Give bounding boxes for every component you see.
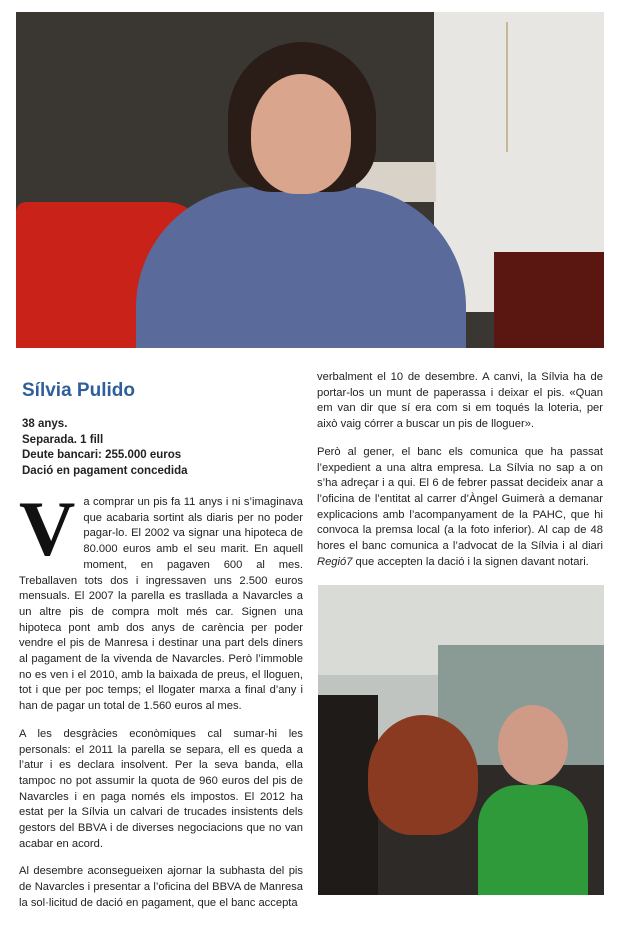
paragraph-1-text: a comprar un pis fa 11 anys i ni s’imaginava que acabaria sortint als diaris per no poder pagar-lo. El 2002 va signar una hipoteca de 80.000 euros amb el seu marit. En aquell moment, en pagaven 600 al mes. Treballaven tots dos i ingressaven uns 2.500 euros mensuals. El 2007 la parella es trasllada a Navarcles a un altre pis de compra molt més car. Signen una hipoteca pont amb dos anys de carència per poder vendre el pis de Manresa i destinar una part dels diners al pagament de la vivenda de Navarcles. Però l’immoble no es ven i el 2010, amb la baixada de preus, el lloguen, tot i que per poc temps; el llogater marxa a final d’any i han de pagar un total de 1.560 euros al mes. bbox=[19, 496, 303, 713]
profile-debt: Deute bancari: 255.000 euros bbox=[22, 449, 182, 461]
photo-cord bbox=[506, 22, 508, 152]
paragraph-1 bbox=[19, 485, 303, 715]
newspaper-name: Regió7 bbox=[317, 555, 353, 568]
profile-age: 38 anys. bbox=[22, 418, 68, 430]
article-column-2 bbox=[317, 370, 603, 582]
photo-face bbox=[251, 74, 351, 194]
profile-status: Separada. 1 fill bbox=[22, 433, 104, 446]
paragraph-5 bbox=[317, 445, 603, 571]
paragraph-5-text-a: Però al gener, el banc els comunica que ha passat l’expedient a una altra empresa. La Sílvia no sap a on s’ha adreçar i a qui. El 6 de febrer passat decideix anar a l’oficina de l’entitat al carrer d’Àngel Guimerà a demanar explicacions amb l’acompanyament de la PAHC, que hi convoca la premsa local (a la foto inferior). Al cap de 48 hores el banc comunica a l’advocat de la Sílvia i al diari bbox=[317, 445, 603, 553]
photo-sweater bbox=[136, 187, 466, 348]
photo-green-shirt bbox=[478, 785, 588, 895]
paragraph-2: A les desgràcies econòmiques cal sumar-hi les personals: el 2011 la parella se separa, ell es queda a l’atur i es declara insolvent. Per la seva banda, ella tampoc no pot assumir la quota de 960 euros del pis de Navarcles i en paga només els impostos. El 2012 ha estat per la Sílvia un calvari de trucades insistents dels gestors del BBVA i de diverses negociacions que no van acabar en acord. bbox=[19, 727, 303, 850]
paragraph-4: verbalment el 10 de desembre. A canvi, la Sílvia ha de portar-los un munt de paperassa i deixar el pis. «Quan em van dir que sí era com si em toqués la loteria, per això vaig córrer a buscar un pis de lloguer». bbox=[317, 371, 603, 431]
photo-red-hair bbox=[368, 715, 478, 835]
photo-table bbox=[494, 252, 604, 348]
paragraph-3: Al desembre aconsegueixen ajornar la subhasta del pis de Navarcles i presentar a l’oficina del BBVA de Manresa la sol·licitud de dació en pagament, que el banc accepta bbox=[19, 865, 303, 909]
photo-woman-head bbox=[498, 705, 568, 785]
drop-cap: V bbox=[19, 485, 76, 572]
paragraph-5-text-b: que accepten la dació i la signen davant notari. bbox=[352, 555, 589, 568]
portrait-photo bbox=[16, 12, 604, 348]
protest-photo bbox=[318, 585, 604, 895]
article-column-1 bbox=[19, 485, 303, 924]
profile-name: Sílvia Pulido bbox=[22, 380, 135, 401]
profile-facts bbox=[22, 417, 188, 479]
profile-outcome: Dació en pagament concedida bbox=[22, 464, 188, 477]
